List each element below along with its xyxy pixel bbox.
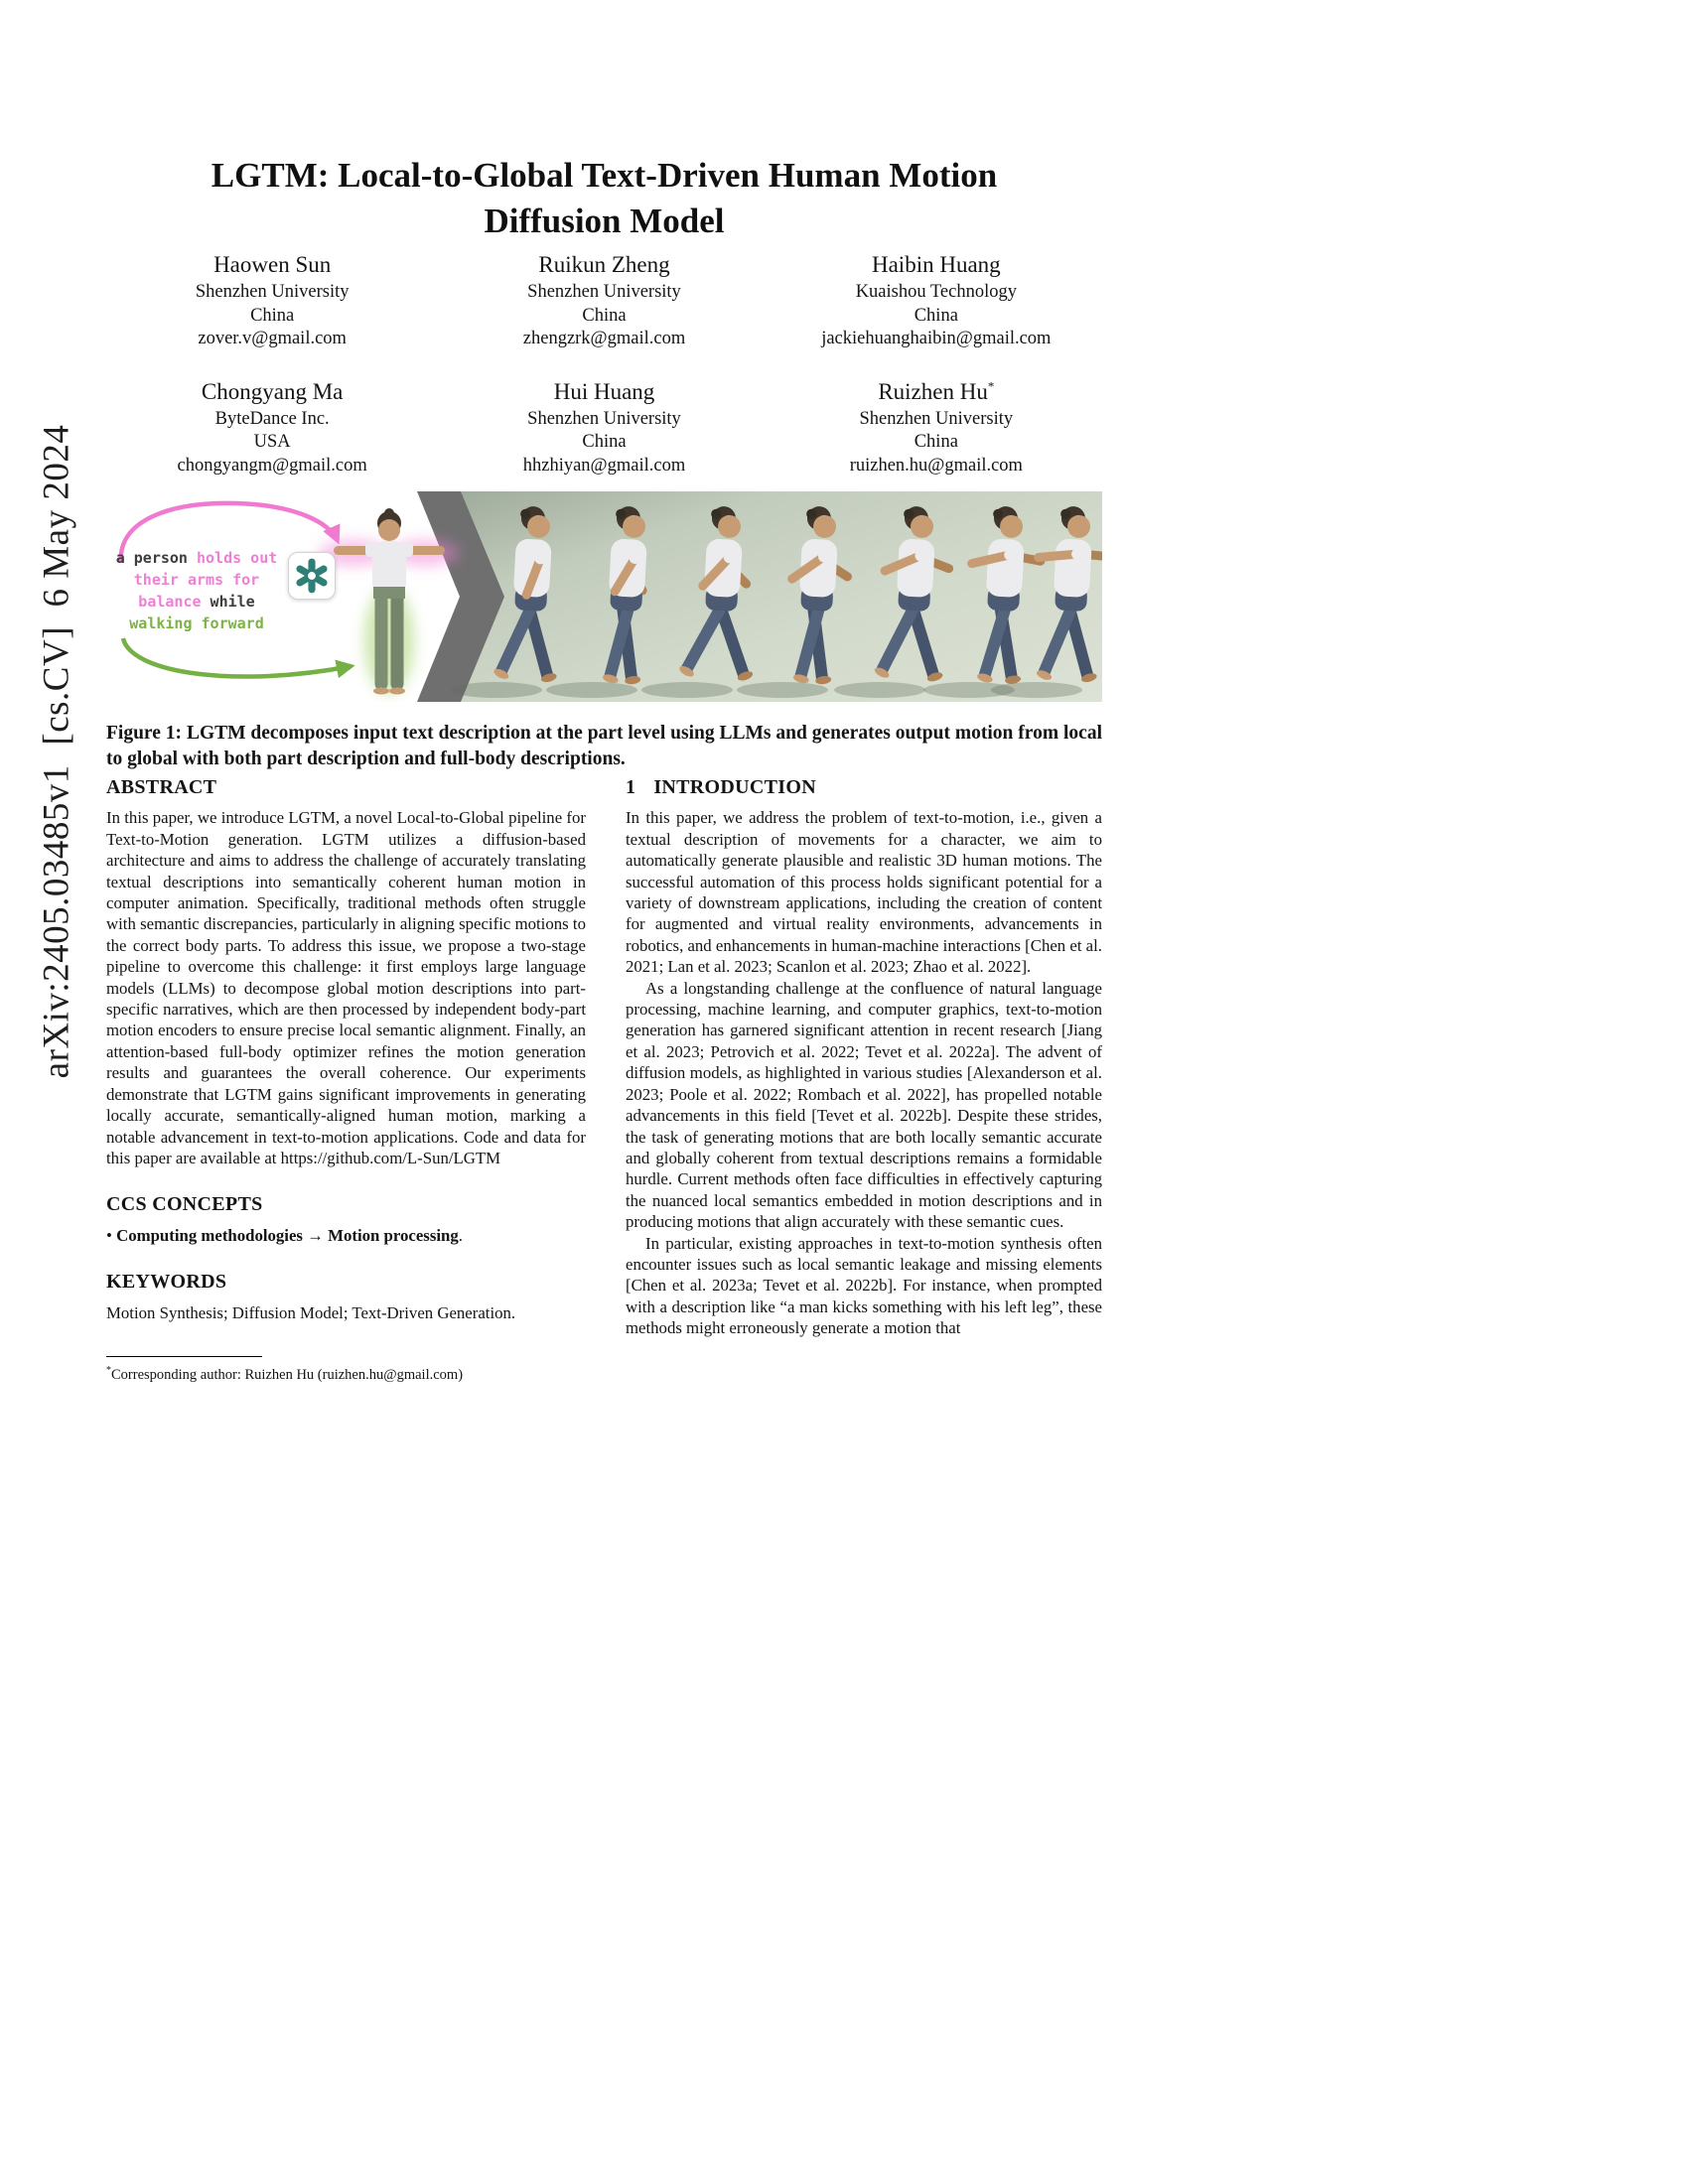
arxiv-stamp: arXiv:2405.03485v1 [cs.CV] 6 May 2024: [36, 424, 77, 1079]
intro-paragraph-1: In this paper, we address the problem of text-to-motion, i.e., given a textual description of movements for a character, we aim to automatically generate plausible and realistic 3D human motions. The successful automation of this process holds significant potential for a variety of downstream applications, including the creation of content for augmented and virtual reality environments, advancements in robotics, and enhancements in human-machine interactions [Chen et al. 2021; Lan et al. 2023; Scanlon et al. 2023; Zhao et al. 2022].: [626, 808, 1102, 977]
author-name: Ruikun Zheng: [538, 252, 670, 277]
author-affiliation: Shenzhen University: [859, 408, 1014, 429]
figure-prompt-text: a person holds out their arms for balance while walking forward: [115, 549, 278, 632]
author-name: Hui Huang: [553, 378, 655, 404]
abstract-text: In this paper, we introduce LGTM, a novel Local-to-Global pipeline for Text-to-Motion generation. LGTM utilizes a diffusion-based architecture and aims to address the challenge of accurately translating textual descriptions into semantically coherent human motion in computer animation. Specifically, traditional methods often struggle with semantic discrepancies, particularly in aligning specific motions to the correct body parts. To address this issue, we propose a two-stage pipeline to overcome this challenge: it first employs large language models (LLMs) to decompose global motion descriptions into part-specific narratives, which are then processed by independent body-part motion encoders to ensure precise local semantic alignment. Finally, an attention-based full-body optimizer refines the motion generation results and guarantees the overall coherence. Our experiments demonstrate that LGTM gains significant improvements in generating locally accurate, semantically-aligned human motion, marking a notable advancement in text-to-motion applications. Code and data for this paper are available at https://github.com/L-Sun/LGTM: [106, 808, 586, 1167]
right-column: [626, 777, 1102, 1339]
author-name: Ruizhen Hu*: [878, 378, 995, 404]
author-name: Haowen Sun: [213, 252, 332, 277]
keywords-text: Motion Synthesis; Diffusion Model; Text-Driven Generation.: [106, 1302, 516, 1322]
author-block: [106, 377, 438, 478]
author-country: USA: [253, 432, 291, 453]
paper-title: [106, 153, 1102, 243]
author-email: jackiehuanghaibin@gmail.com: [821, 329, 1052, 349]
author-block: [771, 377, 1102, 478]
green-arrow: [123, 638, 352, 677]
author-email: zhengzrk@gmail.com: [522, 329, 686, 349]
author-name: Haibin Huang: [871, 252, 1001, 277]
author-country: China: [582, 432, 627, 453]
figure-1-caption: Figure 1: LGTM decomposes input text description at the part level using LLMs and generates output motion from local to global with both part description and full-body descriptions.: [106, 723, 1102, 769]
author-email: zover.v@gmail.com: [198, 329, 347, 349]
llm-badge: [288, 552, 336, 600]
intro-paragraph-2: As a longstanding challenge at the confluence of natural language processing, machine learning, and computer graphics, text-to-motion generation has garnered significant attention in recent research [Jiang et al. 2023; Petrovich et al. 2022; Tevet et al. 2022a]. The advent of diffusion models, as highlighted in various studies [Alexanderson et al. 2023; Poole et al. 2022; Rombach et al. 2022], has propelled notable advancements in this field [Tevet et al. 2022b]. Despite these strides, the task of generating motions that are both locally semantic accurate and globally coherent from textual descriptions remains a formidable hurdle. Current methods often face difficulties in effectively capturing the nuanced local semantics embedded in motion descriptions and in producing motions that align accurately with these semantic cues.: [626, 978, 1102, 1232]
corresponding-author-footnote: *Corresponding author: Ruizhen Hu (ruizhen.hu@gmail.com): [106, 1356, 586, 1385]
author-block: [438, 250, 770, 351]
author-block: [438, 377, 770, 478]
author-affiliation: ByteDance Inc.: [214, 408, 330, 429]
keywords-heading: KEYWORDS: [106, 1271, 227, 1294]
abstract-heading: ABSTRACT: [106, 776, 217, 798]
ccs-heading: CCS CONCEPTS: [106, 1193, 263, 1216]
author-email: chongyangm@gmail.com: [177, 455, 367, 476]
author-affiliation: Kuaishou Technology: [855, 282, 1017, 303]
author-email: hhzhiyan@gmail.com: [522, 455, 686, 476]
author-country: China: [914, 432, 958, 453]
author-grid: [106, 250, 1102, 478]
introduction-heading: 1 INTRODUCTION: [626, 776, 816, 798]
ccs-text: • Computing methodologies → Motion processing.: [106, 1225, 463, 1245]
left-column: [106, 777, 586, 1323]
author-country: China: [582, 305, 627, 326]
author-affiliation: Shenzhen University: [527, 282, 681, 303]
author-country: China: [250, 305, 295, 326]
author-block: [771, 250, 1102, 351]
author-email: ruizhen.hu@gmail.com: [849, 455, 1023, 476]
author-block: [106, 250, 438, 351]
openai-logo-icon: [293, 557, 331, 595]
author-name: Chongyang Ma: [201, 378, 344, 404]
figure-1-teaser: [109, 491, 1102, 702]
author-affiliation: Shenzhen University: [195, 282, 350, 303]
footnote-rule: [106, 1356, 262, 1357]
intro-paragraph-3: In particular, existing approaches in text-to-motion synthesis often encounter issues such as local semantic leakage and missing elements [Chen et al. 2023a; Tevet et al. 2022b]. For instance, when prompted with a description like “a man kicks something with his left leg”, these methods might erroneously generate a motion that: [626, 1233, 1102, 1338]
author-country: China: [914, 305, 958, 326]
paper-title-line2: Diffusion Model: [484, 201, 725, 240]
footnote-text: Corresponding author: Ruizhen Hu (ruizhen.hu@gmail.com): [111, 1366, 464, 1383]
paper-title-line1: LGTM: Local-to-Global Text-Driven Human Motion: [211, 156, 998, 195]
author-affiliation: Shenzhen University: [527, 408, 681, 429]
